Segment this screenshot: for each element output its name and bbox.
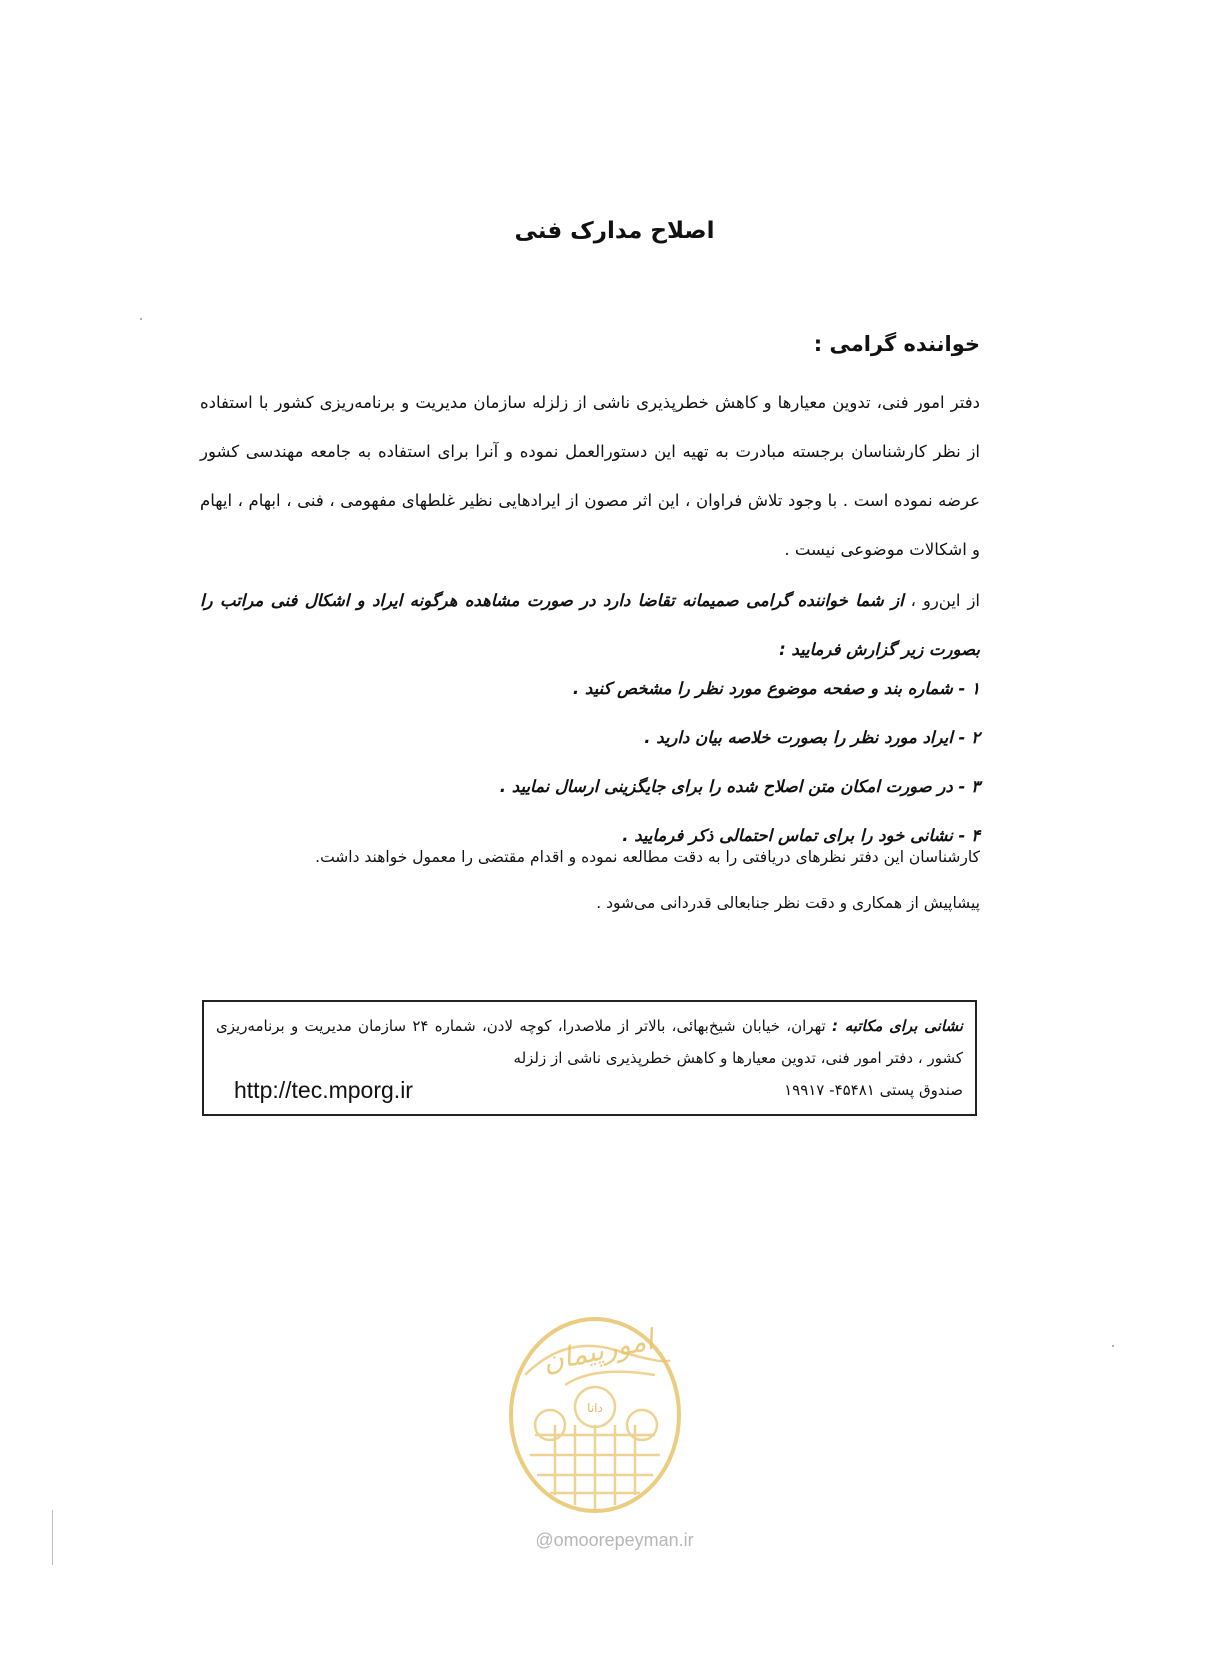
list-item: ۳ - در صورت امکان متن اصلاح شده را برای جایگزینی ارسال نمایید . (499, 777, 980, 796)
intro-paragraph: دفتر امور فنی، تدوین معیارها و کاهش خطرپذیری ناشی از زلزله سازمان مدیریت و برنامه‌ریزی کشور با استفاده از نظر کارشناسان برجسته مبادرت به تهیه این دستورالعمل نموده و آنرا برای استفاده به جامعه مهندسی کشور عرضه نموده است . با وجود تلاش فراوان ، این اثر مصون از ایرادهایی نظیر غلطهای مفهومی ، فنی ، ابهام ، ایهام و اشکالات موضوعی نیست . (200, 393, 980, 559)
address-text (216, 1010, 963, 1074)
closing-line: پیشاپیش از همکاری و دقت نظر جنابعالی قدردانی می‌شود . (596, 894, 980, 912)
list-item: ۴ - نشانی خود را برای تماس احتمالی ذکر فرمایید . (622, 826, 980, 845)
po-box: صندوق پستی ۴۵۴۸۱- ۱۹۹۱۷ (784, 1081, 963, 1099)
scan-speck (140, 318, 142, 320)
request-prefix: از این‌رو ، (910, 591, 980, 610)
request-paragraph (200, 576, 980, 674)
seal-watermark-icon (505, 1315, 685, 1515)
address-footer (216, 1074, 963, 1106)
request-emphasis: از شما خواننده گرامی صمیمانه تقاضا دارد در صورت مشاهده هرگونه ایراد و اشکال فنی مراتب را بصورت زیر گزارش فرمایید : (200, 591, 980, 659)
seal-text: امورپیمان (539, 1322, 657, 1379)
address-label: نشانی برای مکاتبه : (831, 1017, 963, 1035)
address-box (202, 1000, 977, 1116)
list-item: ۱ - شماره بند و صفحه موضوع مورد نظر را مشخص کنید . (572, 679, 980, 698)
list-item: ۲ - ایراد مورد نظر را بصورت خلاصه بیان دارید . (644, 728, 980, 747)
salutation: خواننده گرامی : (813, 332, 980, 356)
closing-section (200, 834, 980, 926)
address-body: تهران، خیابان شیخ‌بهائی، بالاتر از ملاصدرا، کوچه لادن، شماره ۲۴ سازمان مدیریت و برنامه‌ریزی کشور ، دفتر امور فنی، تدوین معیارها و کاهش خطرپذیری ناشی از زلزله (216, 1017, 963, 1067)
closing-line: کارشناسان این دفتر نظرهای دریافتی را به دقت مطالعه نموده و اقدام مقتضی را معمول خواهند داشت. (315, 848, 980, 866)
seal-inner-text: دانا (587, 1401, 603, 1415)
steps-list (200, 664, 980, 860)
scan-speck (1112, 1345, 1114, 1347)
watermark-text: @omoorepeyman.ir (535, 1530, 694, 1550)
page-title: اصلاح مدارک فنی (514, 218, 715, 244)
website-link[interactable]: http://tec.mporg.ir (234, 1076, 413, 1103)
scan-edge-line (52, 1510, 53, 1565)
